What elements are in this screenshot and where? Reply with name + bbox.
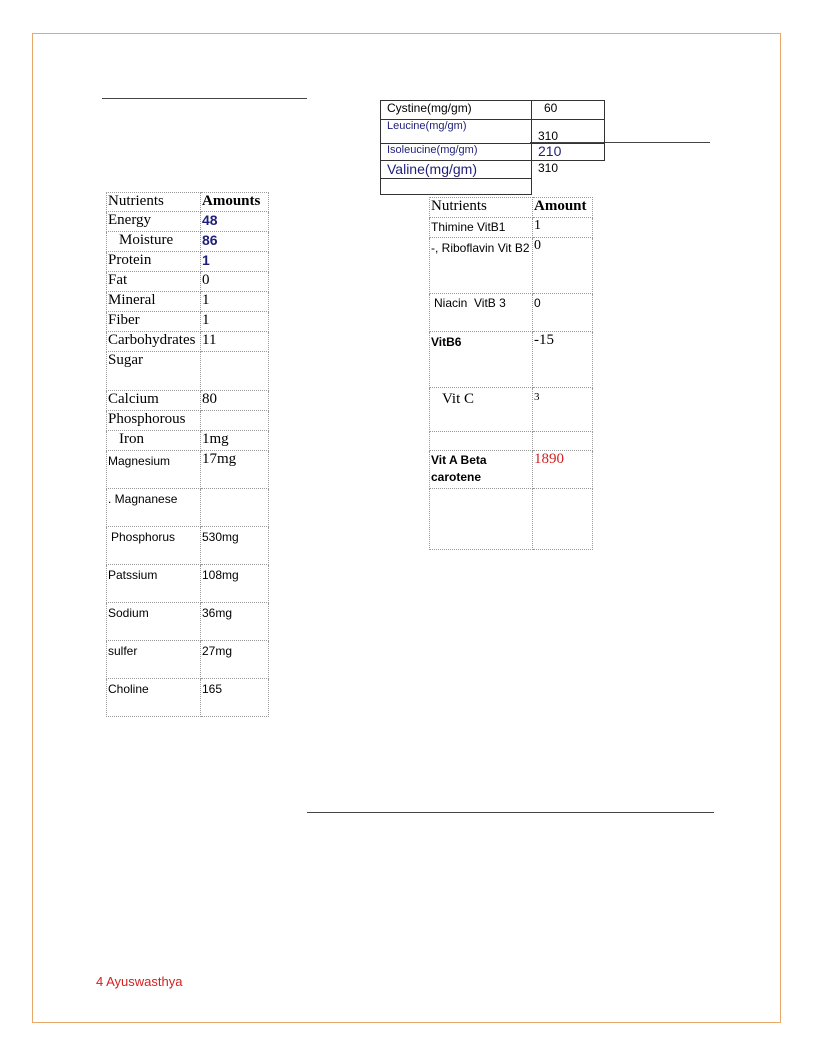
table-row [107, 272, 269, 292]
nutrient-amount: 86 [201, 232, 269, 252]
amino-value: 210 [532, 144, 605, 161]
page-footer: 4 Ayuswasthya [96, 974, 183, 989]
vitamin-name: Vit A Beta carotene [430, 451, 533, 489]
table-row [107, 391, 269, 411]
amino-name: Leucine(mg/gm) [381, 120, 532, 144]
table-row [107, 212, 269, 232]
vitamin-name: Thimine VitB1 [430, 218, 533, 238]
vitamin-amount: 1 [533, 218, 593, 238]
nutrients-table [106, 192, 269, 717]
vitamin-name: Vit C [430, 388, 533, 432]
nutrient-amount: 1 [201, 292, 269, 312]
vitamin-amount: 0 [533, 238, 593, 294]
amino-value: 310 [532, 120, 605, 144]
vitamin-name: -, Riboflavin Vit B2 [430, 238, 533, 294]
nutrient-name: Energy [107, 212, 201, 232]
column-header-amount: Amount [533, 198, 593, 218]
nutrient-name: Fat [107, 272, 201, 292]
column-header-amounts: Amounts [201, 193, 269, 212]
nutrient-name: Phosphorous [107, 411, 201, 431]
nutrient-name: Fiber [107, 312, 201, 332]
nutrient-amount: 11 [201, 332, 269, 352]
nutrient-name: Moisture [107, 232, 201, 252]
vitamin-amount: 3 [533, 388, 593, 432]
nutrient-name: Mineral [107, 292, 201, 312]
amino-name: Valine(mg/gm) [381, 161, 532, 179]
table-row [107, 411, 269, 431]
amino-value: 310 [538, 161, 559, 175]
table-row [381, 144, 605, 161]
column-header-nutrients: Nutrients [430, 198, 533, 218]
nutrient-amount: 1 [201, 312, 269, 332]
table-row [107, 252, 269, 272]
table-row [381, 101, 605, 120]
table-row [107, 451, 269, 489]
table-row [107, 232, 269, 252]
nutrient-amount: 36mg [201, 603, 269, 641]
table-row [107, 292, 269, 312]
nutrient-name: Phosphorus [107, 527, 201, 565]
nutrient-amount: 0 [201, 272, 269, 292]
vitamin-name [430, 432, 533, 451]
table-header-row [107, 193, 269, 212]
vitamin-name: VitB6 [430, 332, 533, 388]
nutrient-amount: 27mg [201, 641, 269, 679]
table-row [107, 431, 269, 451]
nutrient-name: Protein [107, 252, 201, 272]
nutrient-amount: 80 [201, 391, 269, 411]
table-header-row [430, 198, 593, 218]
vitamin-amount: 0 [533, 294, 593, 332]
table-row [430, 332, 593, 388]
table-row [381, 120, 605, 144]
nutrient-amount: 1mg [201, 431, 269, 451]
nutrient-amount [201, 352, 269, 391]
amino-name: Cystine(mg/gm) [381, 101, 532, 120]
table-row [107, 352, 269, 391]
table-row [107, 527, 269, 565]
vitamins-table [429, 197, 593, 550]
nutrient-name: Iron [107, 431, 201, 451]
table-row [430, 294, 593, 332]
nutrient-name: Sodium [107, 603, 201, 641]
nutrient-amount: 48 [201, 212, 269, 232]
nutrient-amount: 1 [201, 252, 269, 272]
nutrient-name: sulfer [107, 641, 201, 679]
table-row [107, 565, 269, 603]
amino-value: 60 [532, 101, 605, 120]
vitamin-amount [533, 489, 593, 550]
nutrient-amount: 165 [201, 679, 269, 717]
table-row [381, 161, 605, 179]
nutrient-amount: 108mg [201, 565, 269, 603]
table-row [107, 312, 269, 332]
table-row [381, 179, 605, 195]
nutrient-amount: 530mg [201, 527, 269, 565]
table-row [430, 451, 593, 489]
nutrient-name: Sugar [107, 352, 201, 391]
table-row [430, 238, 593, 294]
nutrient-amount [201, 489, 269, 527]
amino-name: Isoleucine(mg/gm) [381, 144, 532, 161]
amino-acid-table [380, 100, 605, 195]
bottom-rule [307, 812, 714, 813]
table-row [107, 679, 269, 717]
vitamin-amount [533, 432, 593, 451]
table-row [430, 218, 593, 238]
vitamin-amount: 1890 [533, 451, 593, 489]
nutrient-name: Patssium [107, 565, 201, 603]
top-left-rule [102, 98, 307, 99]
nutrient-name: Carbohydrates [107, 332, 201, 352]
column-header-nutrients: Nutrients [107, 193, 201, 212]
table-row [430, 388, 593, 432]
table-row [107, 489, 269, 527]
table-row [107, 641, 269, 679]
nutrient-name: . Magnanese [107, 489, 201, 527]
table-row [107, 332, 269, 352]
nutrient-amount: 17mg [201, 451, 269, 489]
vitamin-name [430, 489, 533, 550]
nutrient-name: Choline [107, 679, 201, 717]
nutrient-amount [201, 411, 269, 431]
table-row [107, 603, 269, 641]
vitamin-amount: -15 [533, 332, 593, 388]
table-row [430, 489, 593, 550]
nutrient-name: Calcium [107, 391, 201, 411]
vitamin-name: Niacin VitB 3 [430, 294, 533, 332]
nutrient-name: Magnesium [107, 451, 201, 489]
table-row [430, 432, 593, 451]
